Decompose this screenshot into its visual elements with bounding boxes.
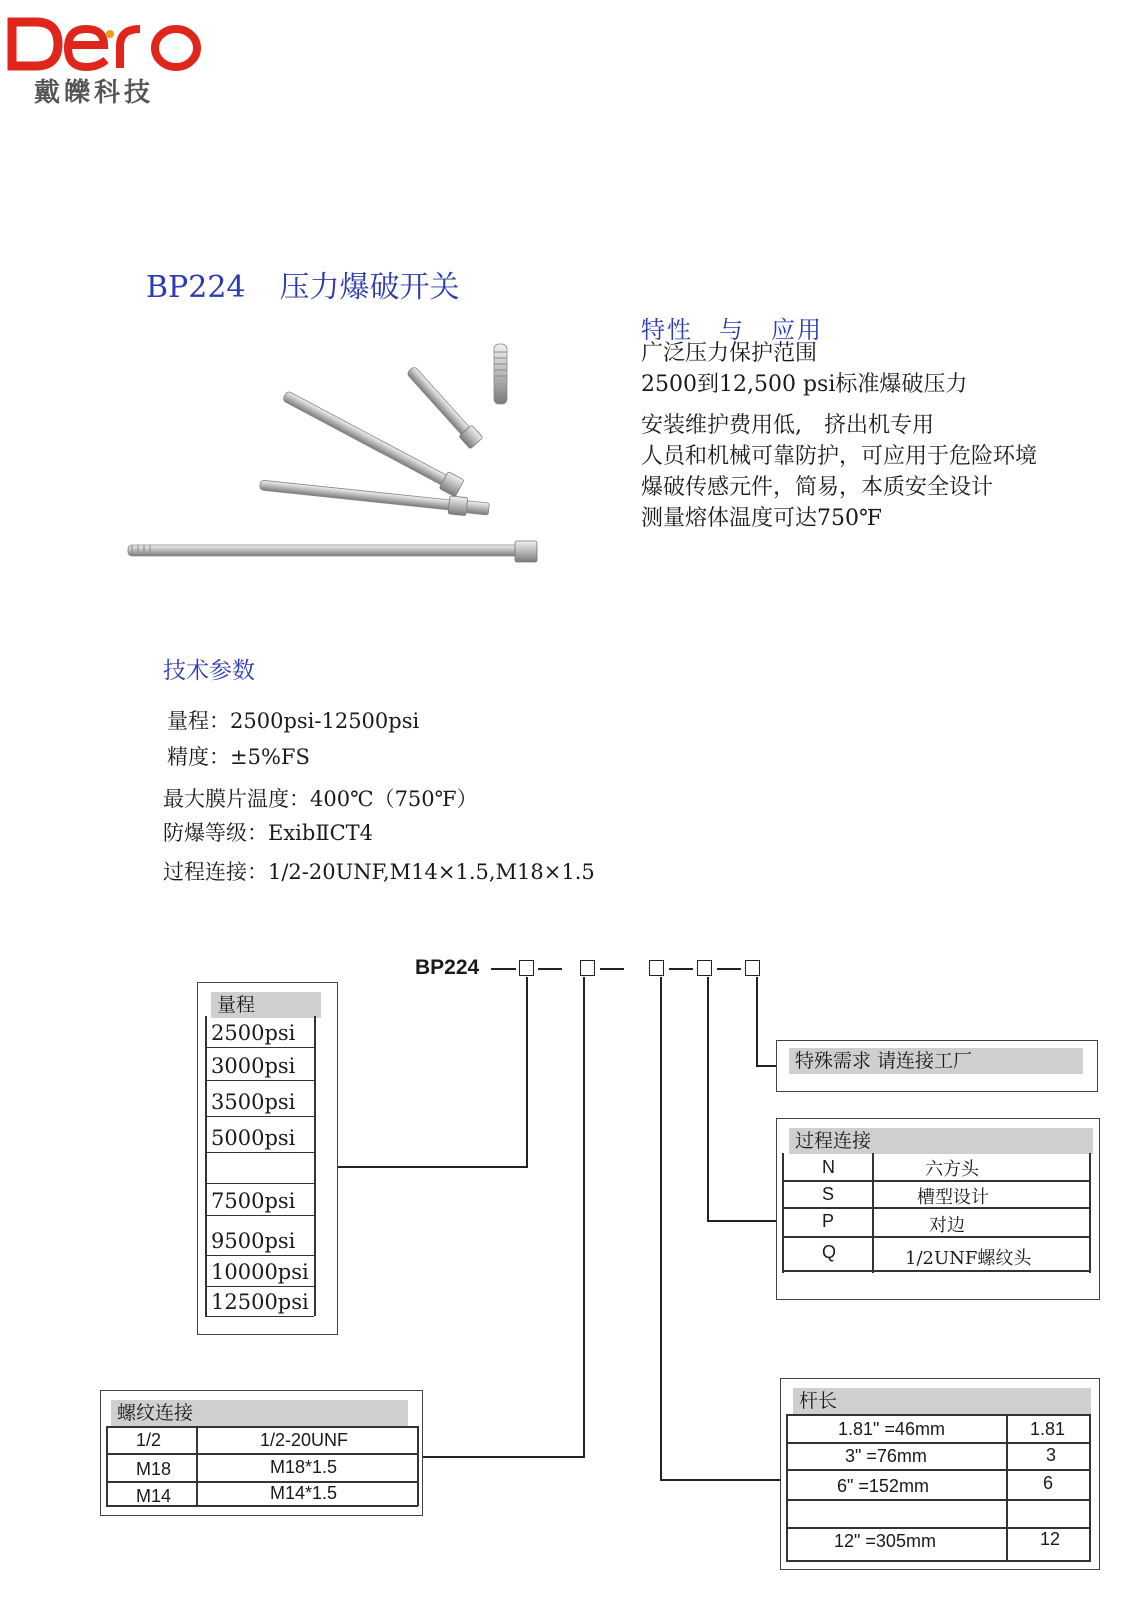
connector-stem [660, 1479, 781, 1481]
code-box-special [745, 960, 760, 976]
code-box-process [697, 960, 712, 976]
stem-code: 12 [1040, 1529, 1061, 1549]
stem-col-mid [1006, 1414, 1008, 1562]
feature-line: 测量熔体温度可达750℉ [641, 506, 883, 531]
process-code: Q [822, 1242, 837, 1262]
thread-table-title: 螺纹连接 [111, 1400, 408, 1426]
special-table-title: 特殊需求 请连接工厂 [789, 1048, 1083, 1074]
thread-desc: M18*1.5 [270, 1457, 338, 1477]
range-row: 2500psi [205, 1018, 314, 1048]
thread-row-line [106, 1481, 418, 1483]
process-desc: 对边 [929, 1215, 965, 1236]
specs-title: 技术参数 [163, 658, 255, 684]
process-desc: 1/2UNF螺纹头 [905, 1248, 1032, 1269]
connector-process [707, 1220, 778, 1222]
range-row: 12500psi [205, 1287, 314, 1317]
process-desc: 六方头 [925, 1159, 979, 1180]
feature-line: 2500到12,500 psi标准爆破压力 [641, 372, 968, 397]
process-col-mid [872, 1153, 874, 1273]
connector-range [337, 1166, 528, 1168]
connector-process [707, 977, 709, 1222]
stem-col-right [1089, 1414, 1091, 1562]
process-row-line [782, 1270, 1091, 1272]
thread-desc: M14*1.5 [270, 1483, 338, 1503]
product-model: BP224 [146, 270, 246, 305]
features-title: 特性 与 应用 [641, 316, 823, 344]
range-table [197, 982, 338, 1335]
stem-row-line [786, 1560, 1090, 1562]
spec-line: 量程：2500psi-12500psi [167, 709, 420, 733]
process-table-title: 过程连接 [789, 1128, 1093, 1154]
thread-row-line [106, 1426, 418, 1428]
stem-table-title: 杆长 [793, 1388, 1091, 1414]
stem-col-left [786, 1414, 788, 1562]
range-row: 3000psi [205, 1051, 314, 1081]
thread-col-right [417, 1426, 419, 1506]
spec-line: 最大膜片温度：400℃（750℉） [163, 787, 478, 811]
range-row: 9500psi [205, 1226, 314, 1256]
stem-table [780, 1378, 1100, 1570]
stem-desc: 1.81" =46mm [838, 1419, 945, 1439]
feature-line: 安装维护费用低, 挤出机专用 [641, 413, 934, 438]
range-row: 3500psi [205, 1087, 314, 1117]
process-code: S [822, 1184, 835, 1204]
stem-row-line [786, 1469, 1090, 1471]
thread-col-left [106, 1426, 108, 1506]
special-table [776, 1040, 1098, 1092]
stem-code: 1.81 [1030, 1419, 1066, 1439]
stem-row-line [786, 1414, 1090, 1416]
code-dash [538, 968, 562, 970]
stem-desc: 12" =305mm [834, 1531, 936, 1551]
spec-line: 精度：±5%FS [167, 745, 310, 769]
stem-desc: 3" =76mm [845, 1446, 927, 1466]
code-dash [491, 968, 516, 970]
sensor-mini [404, 364, 483, 449]
connector-thread [583, 977, 585, 1458]
process-col-left [782, 1153, 784, 1273]
order-code-prefix: BP224 [415, 956, 480, 979]
feature-line: 广泛压力保护范围 [641, 341, 818, 366]
spec-line: 防爆等级：ExibⅡCT4 [163, 821, 374, 845]
connector-stem [660, 977, 662, 1481]
thread-desc: 1/2-20UNF [260, 1430, 349, 1450]
connector-special [756, 977, 758, 1067]
thread-col-mid [196, 1426, 198, 1506]
connector-special [756, 1065, 777, 1067]
sensor-tip [494, 344, 507, 404]
thread-code: M14 [136, 1486, 172, 1506]
range-col-right [314, 1016, 316, 1316]
stem-code: 6 [1043, 1473, 1054, 1493]
code-dash [600, 968, 624, 970]
spec-line: 过程连接：1/2-20UNF,M14×1.5,M18×1.5 [163, 860, 595, 884]
thread-code: 1/2 [136, 1430, 162, 1450]
range-row: 10000psi [205, 1257, 314, 1287]
stem-row-line [786, 1442, 1090, 1444]
code-dash [717, 968, 741, 970]
code-box-range [519, 960, 534, 976]
product-title [146, 262, 460, 306]
thread-code: M18 [136, 1459, 172, 1479]
dero-logo-mark [6, 14, 206, 74]
connector-thread [421, 1456, 585, 1458]
sensor-long [128, 541, 537, 562]
range-row: 7500psi [205, 1186, 314, 1216]
range-table-title: 量程 [211, 992, 321, 1018]
code-box-stem [649, 960, 664, 976]
range-row [205, 1154, 314, 1184]
product-name: 压力爆破开关 [279, 270, 460, 305]
stem-code: 3 [1046, 1445, 1057, 1465]
process-code: N [822, 1157, 835, 1177]
stem-row-line [786, 1499, 1090, 1501]
product-photo [120, 330, 560, 580]
code-box-thread [580, 960, 595, 976]
feature-line: 人员和机械可靠防护，可应用于危险环境 [641, 444, 1038, 469]
brand-name-cn: 戴皪科技 [34, 78, 155, 108]
stem-desc: 6" =152mm [837, 1476, 929, 1496]
features-list [641, 338, 1037, 534]
process-code: P [822, 1211, 835, 1231]
range-row: 5000psi [205, 1123, 314, 1153]
thread-row-line [106, 1453, 418, 1455]
thread-table [100, 1390, 423, 1516]
process-col-right [1089, 1153, 1091, 1273]
code-dash [669, 968, 693, 970]
brand-logo [6, 14, 211, 109]
feature-line: 爆破传感元件，简易，本质安全设计 [641, 475, 994, 500]
process-table [776, 1118, 1100, 1300]
process-desc: 槽型设计 [917, 1187, 989, 1208]
connector-range [526, 977, 528, 1168]
